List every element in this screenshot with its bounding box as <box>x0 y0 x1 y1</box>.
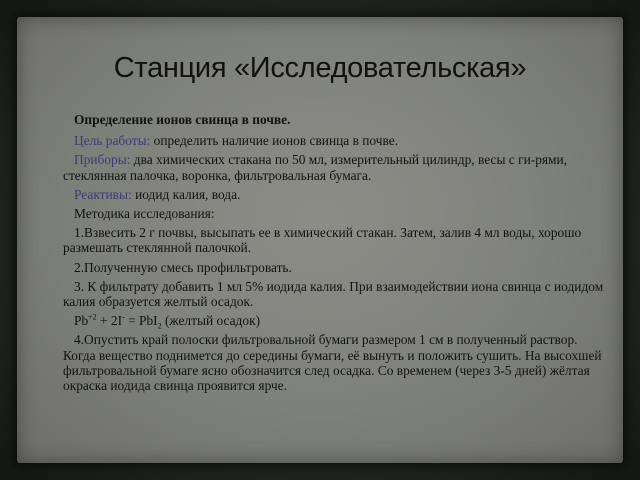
devices-text: два химических стакана по 50 мл, измерительный цилиндр, весы с ги-рями, стеклянная палочка, воронка, фильтровальная бумага. <box>63 152 568 183</box>
method-label: Методика исследования: <box>74 206 215 222</box>
equation-pb-charge: +2 <box>88 312 97 322</box>
equation-i-subscript: 2 <box>157 321 162 331</box>
section-heading: Определение ионов свинца в почве. <box>74 112 291 127</box>
goal-text: определить наличие ионов свинца в почве. <box>150 133 399 149</box>
step-2: 2.Полученную смесь профильтровать. <box>74 259 292 275</box>
goal-paragraph <box>63 133 608 148</box>
step-1: 1.Взвесить 2 г почвы, высыпать ее в химический стакан. Затем, залив 4 мл воды, хорошо размешать стеклянной палочкой. <box>63 225 582 256</box>
goal-label: Цель работы: <box>74 133 151 149</box>
reagents-text: иодид калия, вода. <box>131 186 241 202</box>
step-4: 4.Опустить край полоски фильтровальной бумаги размером 1 см в полученный раствор. Когда вещество поднимется до середины бумаги, её вынуть и положить сушить. На высохшей фильтровальной бумаге ясно обозначится след осадка. Со временем (через 3-5 дней) жёлтая окраска иодида свинца проявится ярче. <box>63 332 602 394</box>
step-3: 3. К фильтрату добавить 1 мл 5% иодида калия. При взаимодействии иона свинца с иодидом калия образуется желтый осадок. <box>63 278 604 310</box>
reagents-paragraph <box>63 187 608 202</box>
reagents-label: Реактивы: <box>74 186 132 202</box>
equation-plus-i: + 2I <box>96 313 123 329</box>
reaction-equation <box>63 312 608 331</box>
devices-label: Приборы: <box>74 152 131 168</box>
slide-content <box>63 112 608 397</box>
equation-pb: Pb <box>74 313 89 329</box>
equation-i-charge: - <box>122 312 125 322</box>
equation-note: (желтый осадок) <box>161 313 261 329</box>
devices-paragraph <box>63 152 608 182</box>
equation-equals: = PbI <box>124 313 158 329</box>
slide-title: Станция «Исследовательская» <box>113 52 527 84</box>
